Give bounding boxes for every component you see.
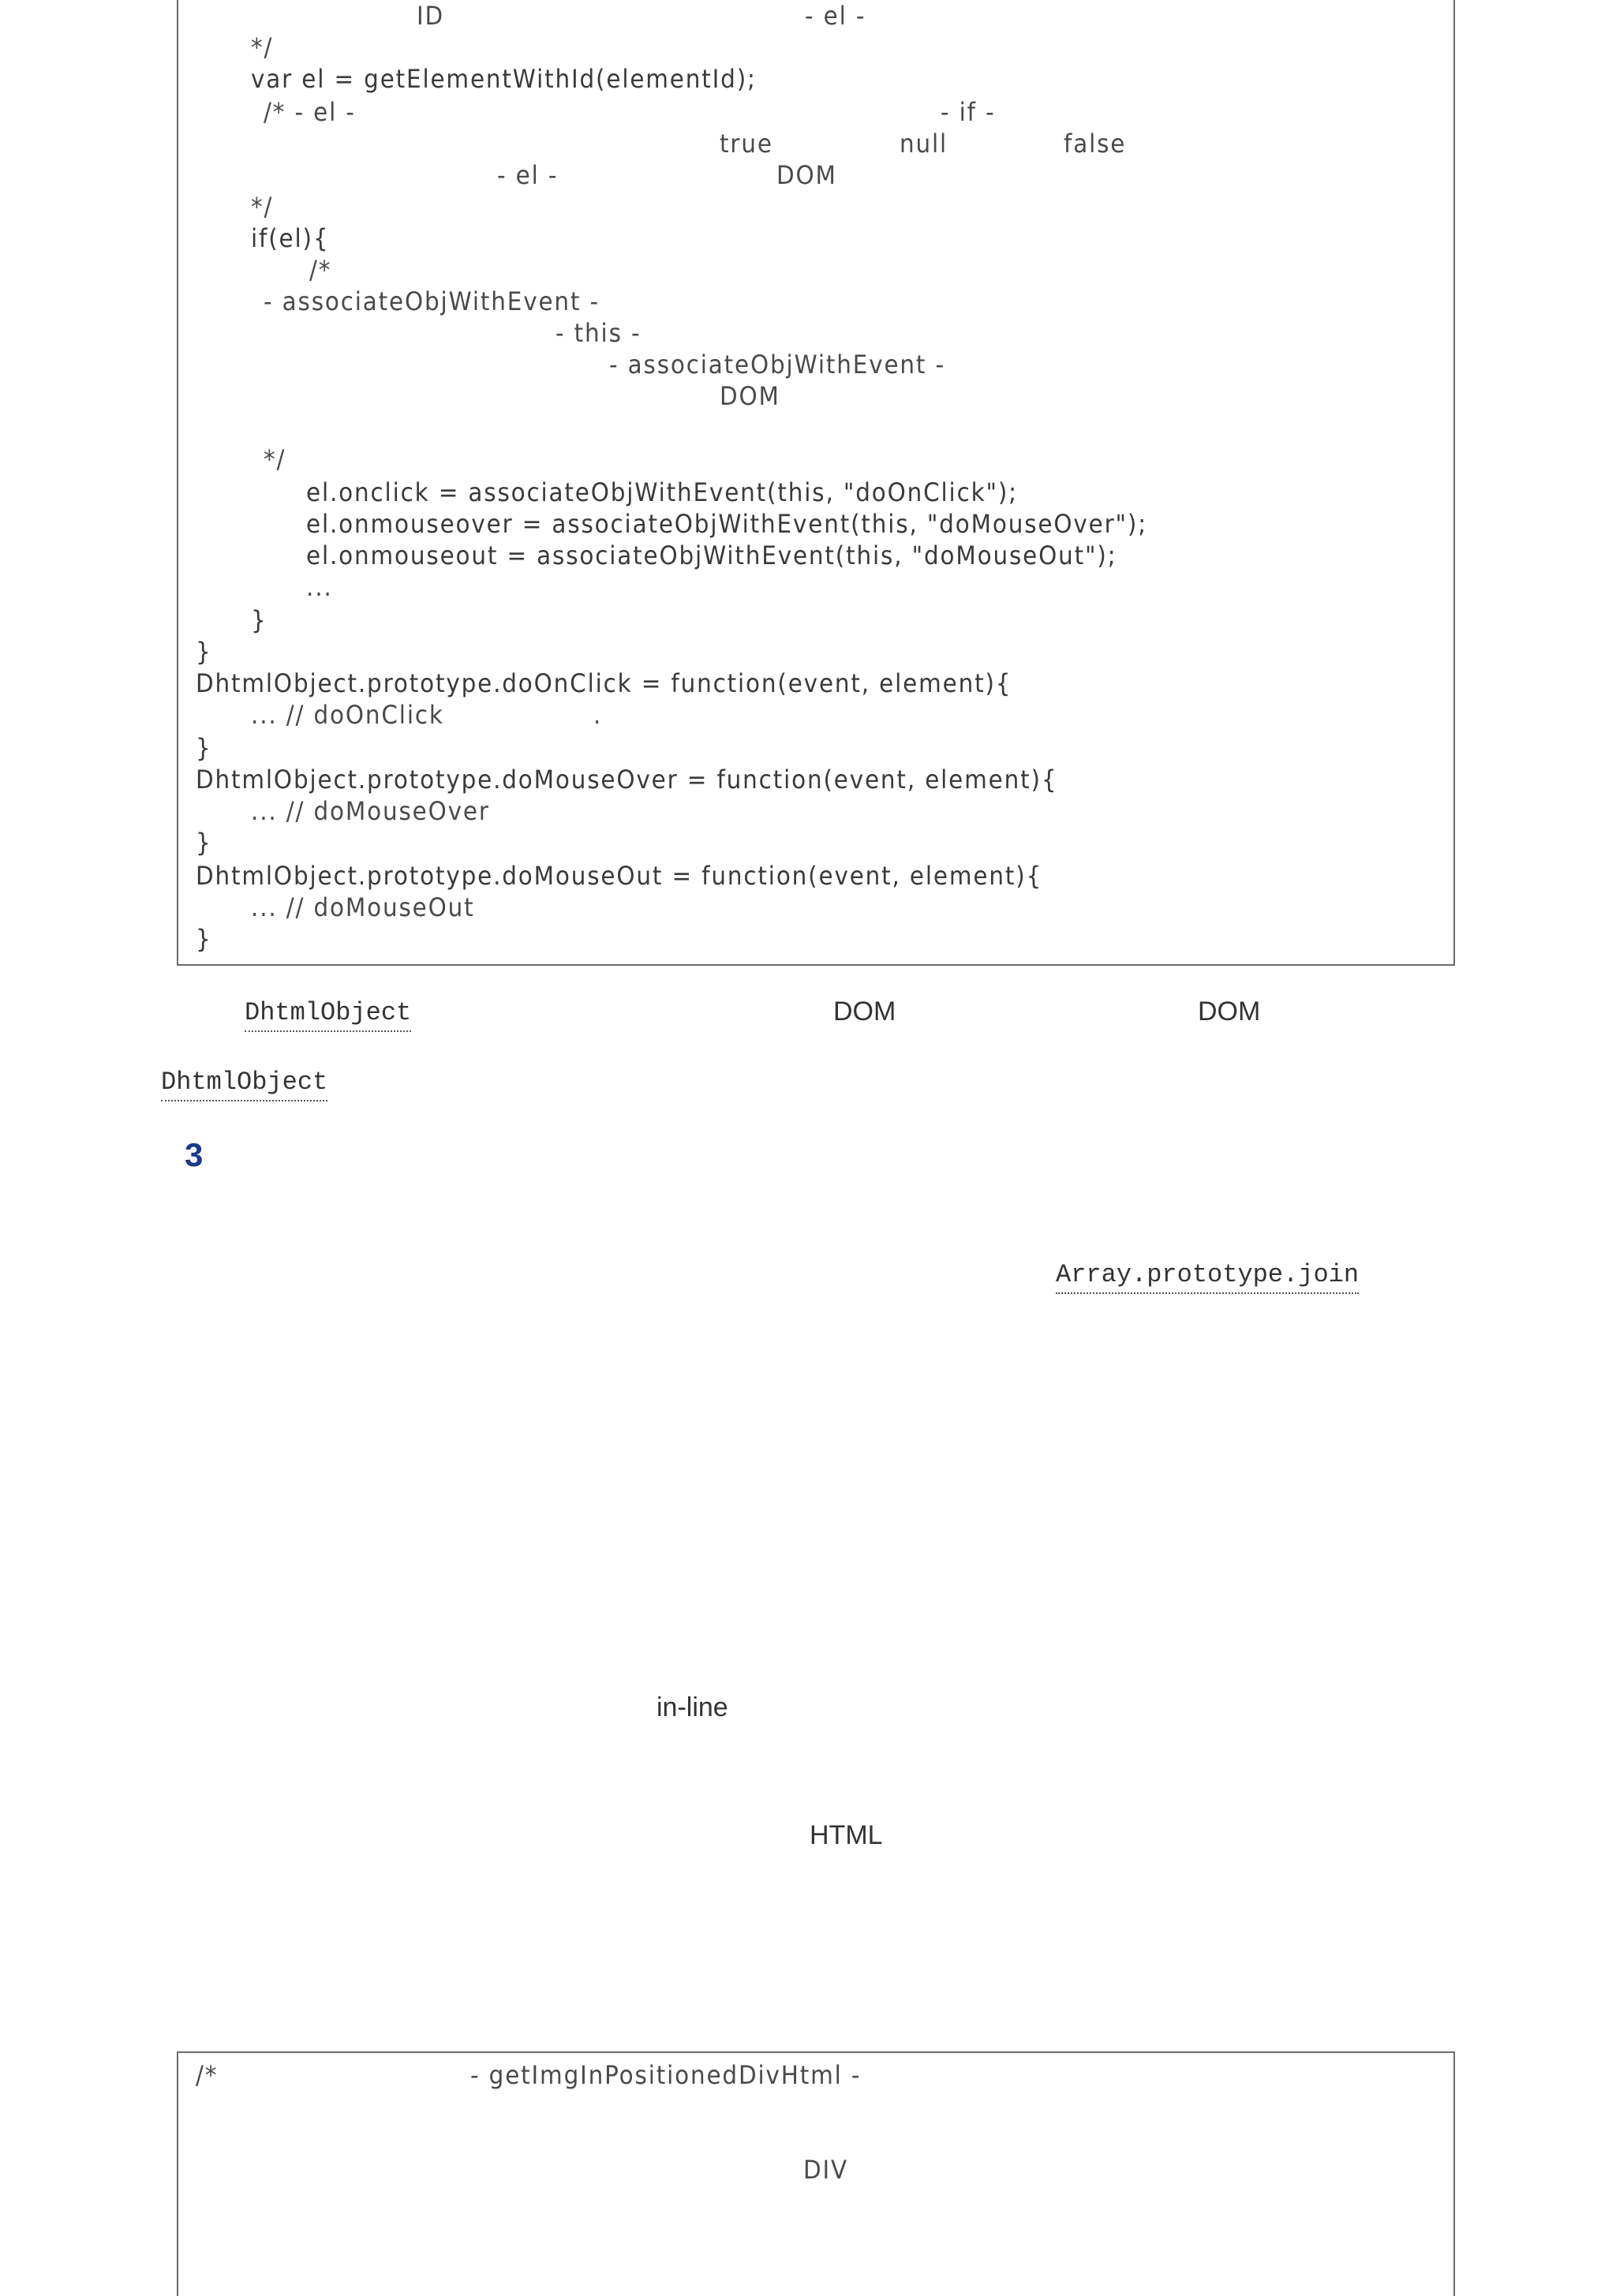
code-line: - el - bbox=[805, 1, 866, 31]
code-line: /* bbox=[196, 2060, 219, 2090]
dhtmlobject-link[interactable]: DhtmlObject bbox=[245, 997, 411, 1032]
paragraph-text: DOM bbox=[1198, 997, 1261, 1026]
section-heading: 3 bbox=[185, 1136, 204, 1173]
code-line: } bbox=[196, 924, 212, 954]
code-line: - el - bbox=[497, 160, 559, 190]
code-line: DIV bbox=[803, 2155, 849, 2185]
code-line: var el = getElementWithId(elementId); bbox=[251, 64, 757, 94]
code-line: DhtmlObject.prototype.doMouseOver = function(event, element){ bbox=[196, 765, 1058, 795]
code-line: ... // doMouseOver bbox=[251, 796, 490, 826]
paragraph-text: DOM bbox=[833, 997, 896, 1026]
paragraph-text: in-line bbox=[656, 1692, 728, 1722]
code-line: ... // doOnClick bbox=[251, 700, 444, 730]
code-line: false bbox=[1064, 129, 1127, 159]
code-line: */ bbox=[264, 444, 286, 474]
paragraph-text: HTML bbox=[810, 1820, 883, 1850]
code-line: - this - bbox=[556, 318, 642, 348]
code-line: true bbox=[720, 129, 773, 159]
code-line: DhtmlObject.prototype.doOnClick = function(event, element){ bbox=[196, 668, 1012, 698]
code-line: ... // doMouseOut bbox=[251, 892, 475, 922]
code-line: null bbox=[900, 129, 948, 159]
code-line: el.onmouseover = associateObjWithEvent(this, "doMouseOver"); bbox=[306, 509, 1148, 539]
code-line: DhtmlObject.prototype.doMouseOut = function(event, element){ bbox=[196, 861, 1043, 891]
code-line: . bbox=[593, 700, 603, 730]
code-line: - if - bbox=[941, 97, 996, 127]
code-line: if(el){ bbox=[251, 223, 330, 253]
code-line: - getImgInPositionedDivHtml - bbox=[470, 2060, 862, 2090]
code-line: DOM bbox=[776, 160, 837, 190]
code-line: DOM bbox=[720, 381, 780, 411]
code-line: /* - el - bbox=[264, 97, 356, 127]
code-line: } bbox=[196, 637, 212, 667]
code-line: } bbox=[196, 733, 212, 763]
code-line: */ bbox=[251, 32, 274, 62]
code-line: } bbox=[196, 828, 212, 858]
code-line: - associateObjWithEvent - bbox=[609, 350, 945, 380]
code-line: el.onclick = associateObjWithEvent(this, "doOnClick"); bbox=[306, 477, 1018, 507]
dhtmlobject-link[interactable]: DhtmlObject bbox=[161, 1067, 327, 1101]
code-line: } bbox=[251, 605, 267, 635]
code-line: el.onmouseout = associateObjWithEvent(this, "doMouseOut"); bbox=[306, 540, 1117, 570]
array-prototype-join-link[interactable]: Array.prototype.join bbox=[1056, 1259, 1359, 1294]
code-line: ID bbox=[417, 1, 445, 31]
code-line: */ bbox=[251, 192, 274, 222]
code-line: - associateObjWithEvent - bbox=[264, 286, 600, 316]
code-line: /* bbox=[309, 255, 332, 285]
code-line: ... bbox=[306, 572, 333, 602]
